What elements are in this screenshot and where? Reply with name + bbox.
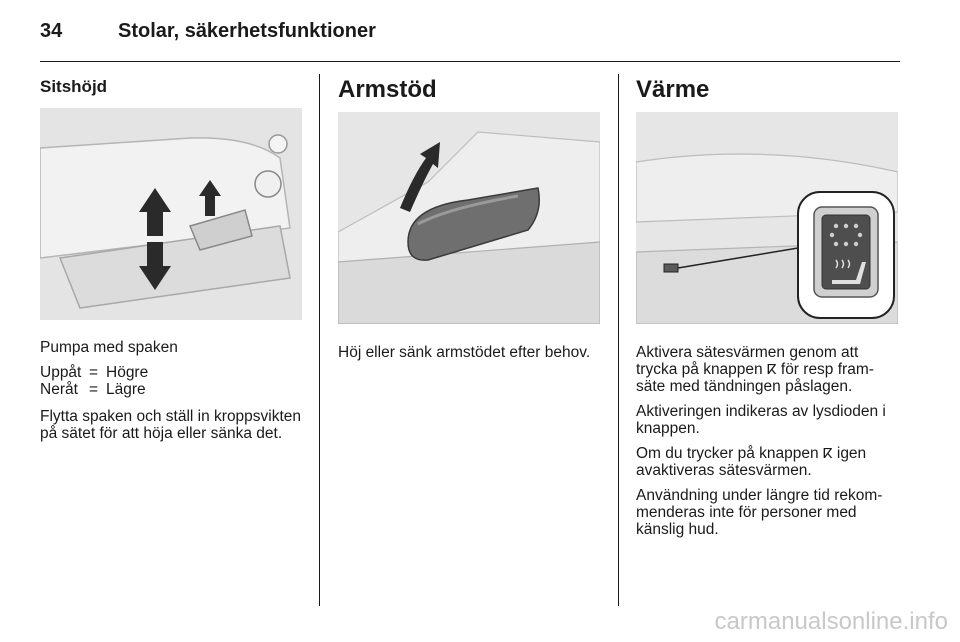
heating-paragraph-1-start: Aktivera sätesvärmen genom att trycka på knappen [636, 344, 859, 378]
heating-paragraph-1-end: för resp framsäte med tändningen påslagen. [636, 361, 874, 395]
heating-paragraph-2: Aktiveringen indikeras av lysdioden i knappen. [636, 403, 886, 437]
definition-value: Lägre [106, 381, 146, 398]
seat-heat-icon: ⴽ [766, 361, 777, 377]
armrest-illustration [338, 112, 600, 324]
armrest-diagram [338, 112, 600, 324]
definition-row [40, 381, 302, 398]
seat-height-paragraph: Flytta spaken och ställ in kroppsvikten på sätet för att höja eller sänka det. [40, 408, 302, 442]
column-heating [636, 74, 898, 546]
definition-value: Högre [106, 364, 149, 381]
definition-term: Neråt [40, 381, 78, 398]
section-heading-heating: Värme [636, 76, 710, 103]
armrest-paragraph: Höj eller sänk armstödet efter behov. [338, 344, 591, 361]
chapter-title: Stolar, säkerhetsfunktioner [118, 20, 376, 42]
definition-equals: = [89, 364, 99, 381]
column-armrest [338, 74, 600, 369]
definition-equals: = [89, 381, 99, 398]
heating-paragraph-3 [636, 445, 898, 479]
seat-heat-icon: ⴽ [822, 445, 833, 461]
heating-paragraph-1 [636, 344, 898, 395]
definition-term: Uppåt [40, 364, 82, 381]
seat-heating-illustration [636, 112, 898, 324]
column-divider-1 [319, 74, 320, 606]
seat-lever-diagram [40, 108, 302, 320]
section-heading-seat-height: Sitshöjd [40, 77, 108, 96]
section-heading-armrest: Armstöd [338, 76, 437, 103]
seat-height-illustration [40, 108, 302, 320]
column-seat-height [40, 74, 302, 450]
heating-paragraph-3-end: igen avaktiveras sätesvärmen. [636, 445, 867, 479]
seat-height-caption: Pumpa med spaken [40, 339, 178, 356]
definition-row [40, 364, 302, 381]
heating-paragraph-4: Användning under längre tid rekommenderas inte för personer med känslig hud. [636, 487, 883, 538]
page-number: 34 [40, 20, 63, 42]
watermark-text: carmanualsonline.info [714, 608, 948, 635]
header-rule [40, 61, 900, 62]
column-divider-2 [618, 74, 619, 606]
heating-paragraph-3-start: Om du trycker på knappen [636, 445, 823, 462]
seat-heat-button-diagram [636, 112, 898, 324]
direction-definitions [40, 364, 302, 398]
